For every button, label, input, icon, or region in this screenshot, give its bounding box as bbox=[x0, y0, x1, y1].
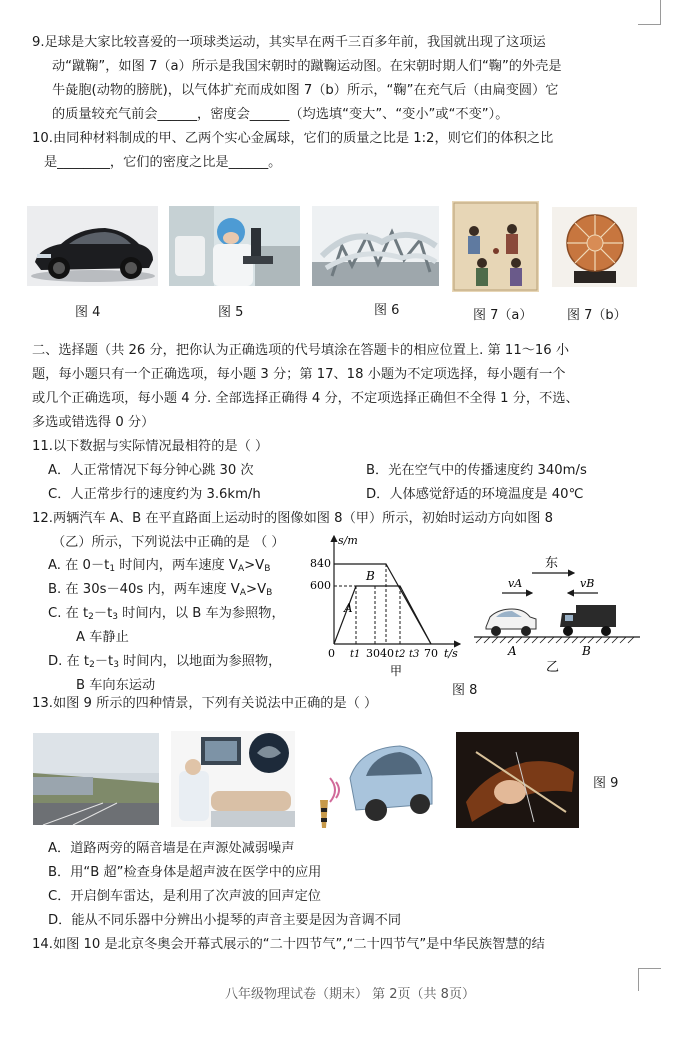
q12-option-a-gt: >V bbox=[244, 558, 265, 573]
q12-option-a-text-1: A. 在 0－t bbox=[48, 558, 110, 573]
section2-heading-line-1: 二、选择题（共 26 分，把你认为正确选项的代号填涂在答题卡的相应位置上. 第 11～16 小 bbox=[32, 343, 570, 358]
q12-option-a-sub-1: 1 bbox=[109, 564, 116, 574]
q13-option-a: A．道路两旁的隔音墙是在声源处减弱噪声 bbox=[48, 841, 295, 856]
q9-line-1: 9.足球是大家比较喜爱的一项球类运动，其实早在两千三百多年前，我国就出现了这项运 bbox=[32, 35, 546, 50]
q13-option-c: C．开启倒车雷达，是利用了次声波的回声定位 bbox=[48, 889, 321, 904]
q12-option-c-text-1: C. 在 t bbox=[48, 606, 89, 621]
fig8-car-b-label: B bbox=[582, 644, 591, 658]
q12-option-d-line-2: B 车向东运动 bbox=[76, 678, 156, 693]
fig8-car-a bbox=[486, 609, 536, 636]
fig8-x-label-70: 70 bbox=[424, 647, 438, 660]
fig7a-caption: 图 7（a） bbox=[473, 308, 533, 323]
fig8-x-label-40: 40 bbox=[380, 647, 394, 660]
q12-option-b bbox=[48, 581, 272, 602]
q12-option-c bbox=[48, 605, 285, 626]
fig4-car-photo bbox=[27, 206, 158, 286]
fig9-parking-radar-photo bbox=[316, 738, 436, 830]
q12-option-c-sub-3: 3 bbox=[112, 612, 118, 622]
fig8-direction-east: 东 bbox=[545, 556, 559, 571]
q12-stem-line-1: 12.两辆汽车 A、B 在平直路面上运动时的图像如图 8（甲）所示，初始时运动方向如图 8 bbox=[32, 511, 553, 526]
q12-option-d-text-2: 时间内，以地面为参照物， bbox=[118, 654, 282, 669]
q12-option-d bbox=[48, 653, 281, 674]
fig8-va-label: vA bbox=[508, 577, 523, 590]
q12-option-c-sub-2: 2 bbox=[88, 612, 94, 622]
q14-line-1: 14.如图 10 是北京冬奥会开幕式展示的“二十四节气”,“二十四节气”是中华民族智慧的结 bbox=[32, 937, 545, 952]
q13-option-b: B．用“B 超”检查身体是超声波在医学中的应用 bbox=[48, 865, 322, 880]
q12-option-b-sub-b: B bbox=[266, 588, 273, 598]
q12-stem-line-2: （乙）所示，下列说法中正确的是 （ ） bbox=[52, 535, 285, 550]
fig8-road-scene bbox=[470, 545, 642, 680]
q12-option-a-sub-a: A bbox=[237, 564, 245, 574]
q11-option-c: C．人正常步行的速度约为 3.6km/h bbox=[48, 487, 261, 502]
q12-option-b-gt: >V bbox=[246, 582, 267, 597]
fig8-y-unit: s/m bbox=[338, 534, 358, 547]
section2-heading-line-3: 或几个正确选项，每小题 4 分. 全部选择正确得 4 分，不定项选择正确但不全得 1 分，不选、 bbox=[32, 391, 579, 406]
fig7a-cuju-painting bbox=[452, 201, 539, 292]
q12-option-c-dash: －t bbox=[93, 606, 113, 621]
section2-heading-line-2: 题，每小题只有一个正确选项，每小题 3 分；第 17、18 小题为不定项选择，每小题有一个 bbox=[32, 367, 566, 382]
fig9-caption: 图 9 bbox=[593, 776, 619, 791]
fig8-vb-label: vB bbox=[580, 577, 595, 590]
fig8-sub-caption-jia: 甲 bbox=[390, 664, 403, 678]
q10-line-2: 是________，它们的密度之比是______。 bbox=[44, 155, 282, 170]
q12-option-b-text: B. 在 30s－40s 内，两车速度 V bbox=[48, 582, 240, 597]
section2-heading-line-4: 多选或错选得 0 分） bbox=[32, 415, 155, 430]
fig8-y-tick-600: 600 bbox=[310, 579, 331, 592]
fig7b-caption: 图 7（b） bbox=[567, 308, 627, 323]
q9-line-4: 的质量较充气前会______，密度会______（均选填“变大”、“变小”或“不变”）。 bbox=[52, 107, 509, 122]
fig8-caption: 图 8 bbox=[452, 683, 478, 698]
fig8-label-a: A bbox=[344, 601, 353, 615]
fig9-ultrasound-photo bbox=[171, 731, 295, 827]
page-footer: 八年级物理试卷（期末） 第 2页（共 8页） bbox=[225, 987, 475, 1002]
fig8-line-a bbox=[334, 586, 431, 644]
q11-option-b: B．光在空气中的传播速度约 340m/s bbox=[366, 463, 587, 478]
q9-line-2: 动“蹴鞠”，如图 7（a）所示是我国宋朝时的蹴鞠运动图。在宋朝时期人们“鞠”的外壳是 bbox=[52, 59, 562, 74]
fig6-caption: 图 6 bbox=[374, 303, 400, 318]
q12-option-c-line-2: A 车静止 bbox=[76, 630, 129, 645]
fig8-st-graph bbox=[310, 532, 470, 682]
q12-option-a-sub-b: B bbox=[264, 564, 271, 574]
q10-line-1: 10.由同种材料制成的甲、乙两个实心金属球，它们的质量之比是 1:2，则它们的体积之比 bbox=[32, 131, 554, 146]
q12-option-a-text-2: 时间内，两车速度 V bbox=[115, 558, 238, 573]
q13-stem: 13.如图 9 所示的四种情景，下列有关说法中正确的是（ ） bbox=[32, 696, 378, 711]
q11-option-a: A．人正常情况下每分钟心跳 30 次 bbox=[48, 463, 254, 478]
fig8-x-label-t1: t1 bbox=[350, 649, 361, 660]
q12-option-d-sub-3: 3 bbox=[113, 660, 119, 670]
fig9-noise-barrier-photo bbox=[33, 733, 159, 825]
fig8-truck-b bbox=[560, 605, 616, 636]
q12-option-d-sub-2: 2 bbox=[89, 660, 95, 670]
q12-option-d-text-1: D. 在 t bbox=[48, 654, 90, 669]
q13-option-d: D．能从不同乐器中分辨出小提琴的声音主要是因为音调不同 bbox=[48, 913, 402, 928]
fig8-label-b: B bbox=[366, 569, 375, 583]
q11-option-d: D．人体感觉舒适的环境温度是 40℃ bbox=[366, 487, 584, 502]
fig8-sub-caption-yi: 乙 bbox=[546, 660, 560, 675]
fig8-x-unit: t/s bbox=[444, 647, 458, 660]
fig9-violin-photo bbox=[456, 732, 579, 828]
corner-mark-top-right bbox=[638, 0, 661, 25]
fig5-caption: 图 5 bbox=[218, 305, 244, 320]
fig7b-cuju-ball-photo bbox=[552, 207, 637, 287]
fig8-x-label-0: 0 bbox=[328, 647, 335, 660]
fig8-road-hatch bbox=[476, 637, 634, 643]
q12-option-a bbox=[48, 557, 270, 578]
fig8-y-tick-840: 840 bbox=[310, 557, 331, 570]
fig8-x-label-t2: t2 bbox=[395, 649, 406, 660]
fig8-x-label-30: 30 bbox=[366, 647, 380, 660]
q11-stem: 11.以下数据与实际情况最相符的是（ ） bbox=[32, 439, 269, 454]
fig8-car-a-label: A bbox=[508, 644, 517, 658]
fig5-lab-photo bbox=[169, 206, 300, 286]
fig6-frost-photo bbox=[312, 206, 439, 286]
fig8-x-label-t3: t3 bbox=[409, 649, 420, 660]
q12-option-b-sub-a: A bbox=[239, 588, 247, 598]
q12-option-c-text-2: 时间内，以 B 车为参照物， bbox=[117, 606, 285, 621]
q9-line-3: 牛彘胞(动物的膀胱)，以气体扩充而成如图 7（b）所示，“鞠”在充气后（由扁变圆）它 bbox=[52, 83, 559, 98]
q12-option-d-dash: －t bbox=[94, 654, 114, 669]
fig4-caption: 图 4 bbox=[75, 305, 101, 320]
